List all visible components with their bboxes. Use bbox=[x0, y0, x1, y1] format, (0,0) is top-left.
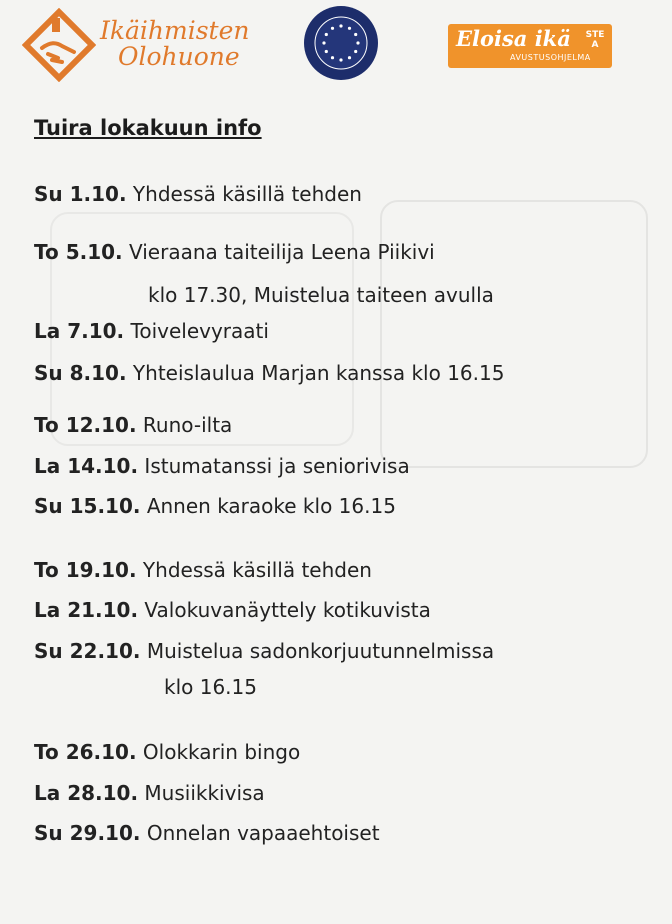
event-date: Su 8.10. bbox=[34, 361, 127, 385]
logo-text-line2: Olohuone bbox=[118, 42, 240, 71]
header-logos bbox=[0, 0, 672, 95]
event-item bbox=[34, 739, 300, 765]
event-item bbox=[34, 633, 494, 705]
event-text: Muistelua sadonkorjuutunnelmissa bbox=[146, 639, 495, 663]
event-date: Su 29.10. bbox=[34, 821, 141, 845]
event-text: Musiikkivisa bbox=[144, 781, 265, 805]
event-item bbox=[34, 318, 269, 344]
event-text: Olokkarin bingo bbox=[142, 740, 301, 764]
logo-text-line1: Ikäihmisten bbox=[100, 16, 250, 45]
event-text: Toivelevyraati bbox=[130, 319, 269, 343]
event-date: La 7.10. bbox=[34, 319, 125, 343]
event-text: Yhteislaulua Marjan kanssa klo 16.15 bbox=[132, 361, 505, 385]
event-text: Yhdessä käsillä tehden bbox=[142, 558, 372, 582]
event-date: To 26.10. bbox=[34, 740, 137, 764]
eloisa-ika-brand: Eloisa ikä bbox=[456, 26, 571, 51]
event-date: La 21.10. bbox=[34, 598, 139, 622]
event-text: Runo-ilta bbox=[142, 413, 233, 437]
event-date: La 28.10. bbox=[34, 781, 139, 805]
event-item bbox=[34, 360, 504, 386]
event-text: Onnelan vapaaehtoiset bbox=[146, 821, 380, 845]
ministry-seal-logo bbox=[302, 4, 380, 82]
event-text: Valokuvanäyttely kotikuvista bbox=[144, 598, 431, 622]
stea-mark: STEA bbox=[585, 30, 605, 50]
event-date: Su 1.10. bbox=[34, 182, 127, 206]
ikaihmisten-olohuone-logo bbox=[22, 8, 262, 86]
eloisa-ika-subtitle: AVUSTUSOHJELMA bbox=[510, 53, 591, 62]
event-item bbox=[34, 557, 372, 583]
event-text: Vieraana taiteilija Leena Piikivi bbox=[129, 240, 435, 264]
handshake-house-icon bbox=[22, 8, 96, 82]
event-item bbox=[34, 820, 380, 846]
event-item bbox=[34, 780, 265, 806]
event-text: Annen karaoke klo 16.15 bbox=[146, 494, 396, 518]
event-date: To 12.10. bbox=[34, 413, 137, 437]
event-date: To 5.10. bbox=[34, 240, 123, 264]
event-item bbox=[34, 181, 362, 207]
event-date: Su 22.10. bbox=[34, 639, 141, 663]
event-text: Yhdessä käsillä tehden bbox=[132, 182, 362, 206]
event-date: Su 15.10. bbox=[34, 494, 141, 518]
event-text-continued: klo 16.15 bbox=[164, 675, 257, 699]
event-item bbox=[34, 231, 494, 317]
eloisa-ika-logo bbox=[448, 24, 612, 68]
event-text: Istumatanssi ja seniorivisa bbox=[144, 454, 410, 478]
page-title: Tuira lokakuun info bbox=[34, 116, 262, 140]
event-item bbox=[34, 597, 431, 623]
event-date: To 19.10. bbox=[34, 558, 137, 582]
event-date: La 14.10. bbox=[34, 454, 139, 478]
event-text-continued: klo 17.30, Muistelua taiteen avulla bbox=[148, 283, 494, 307]
event-item bbox=[34, 412, 232, 438]
event-item bbox=[34, 493, 396, 519]
event-item bbox=[34, 453, 410, 479]
